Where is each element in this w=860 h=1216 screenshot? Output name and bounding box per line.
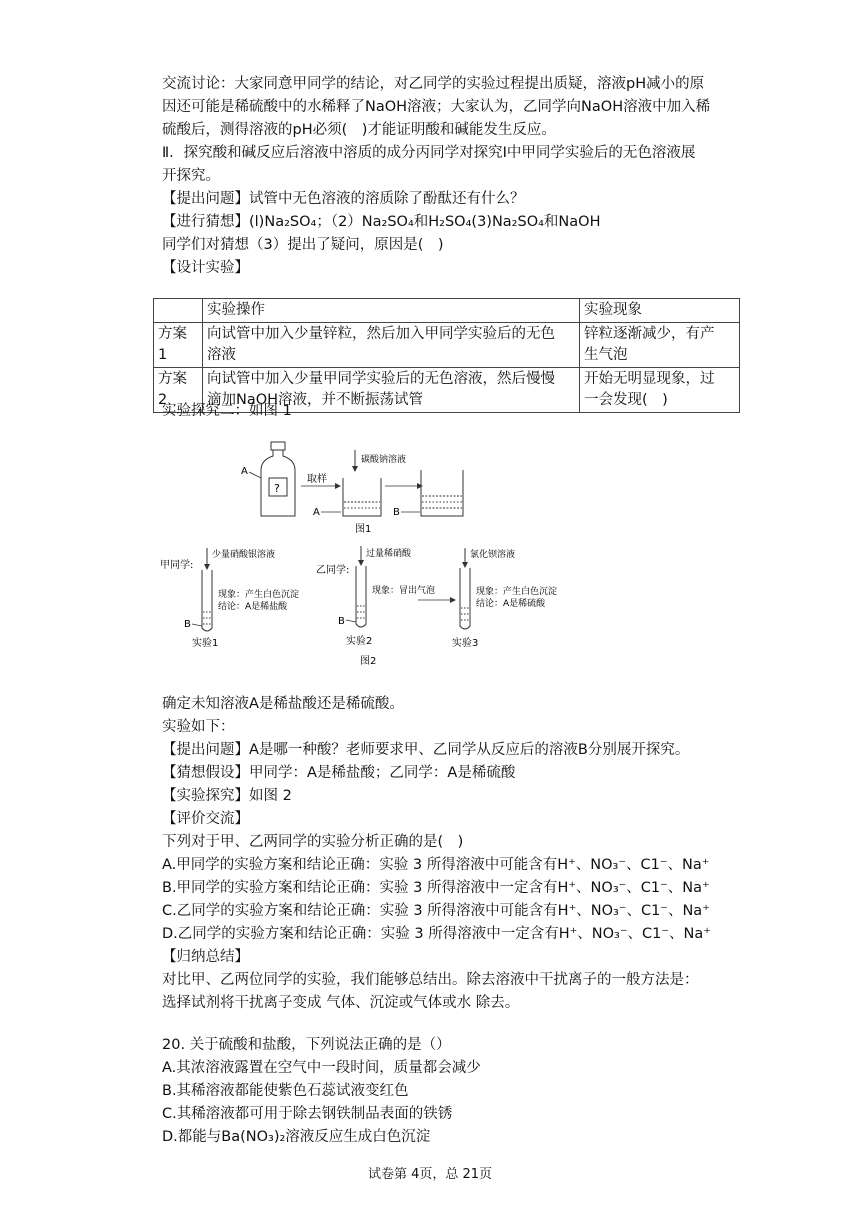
paragraph: 【评价交流】 — [162, 811, 249, 827]
paragraph: 开探究。 — [162, 168, 220, 184]
table-cell-phenomenon: 锌粒逐渐减少，有产 生气泡 — [580, 323, 740, 368]
figure-label: B — [338, 616, 345, 627]
figure-caption: 图1 — [355, 524, 372, 535]
paragraph: 下列对于甲、乙两同学的实验分析正确的是( ) — [162, 834, 464, 850]
figure-1 — [235, 440, 475, 540]
test-tube-icon — [356, 566, 366, 627]
option-a: A.其浓溶液露置在空气中一段时间，质量都会减少 — [162, 1060, 481, 1076]
paragraph: 【猜想假设】甲同学：A是稀盐酸；乙同学：A是稀硫酸 — [162, 765, 516, 781]
figure-label: 甲同学: — [160, 560, 194, 571]
figure-label: 现象：产生白色沉淀 — [476, 587, 558, 597]
figure-label: 结论：A是稀硫酸 — [476, 599, 546, 609]
paragraph: 选择试剂将干扰离子变成 气体、沉淀或气体或水 除去。 — [162, 995, 520, 1011]
option-d: D.都能与Ba(NO₃)₂溶液反应生成白色沉淀 — [162, 1129, 431, 1145]
figure-label: 取样 — [307, 474, 327, 485]
test-tube-icon — [202, 570, 212, 631]
paragraph: 确定未知溶液A是稀盐酸还是稀硫酸。 — [162, 696, 404, 712]
option-d: D.乙同学的实验方案和结论正确：实验 3 所得溶液中一定含有H⁺、NO₃⁻、C1⁻、Na⁺ — [162, 926, 711, 942]
paragraph: 【实验探究】如图 2 — [162, 788, 292, 804]
paragraph: 交流讨论：大家同意甲同学的结论，对乙同学的实验过程提出质疑，溶液pH减小的原 — [162, 76, 705, 92]
paragraph: 实验如下： — [162, 719, 235, 735]
table-header-row — [154, 299, 740, 323]
figure-label: 少量硝酸银溶液 — [212, 550, 276, 560]
paragraph: 实验探究二：如图 1 — [162, 403, 292, 419]
figure-label: B — [184, 619, 191, 630]
paragraph: 对比甲、乙两位同学的实验，我们能够总结出。除去溶液中干扰离子的一般方法是： — [162, 972, 699, 988]
figure-label: B — [393, 507, 400, 518]
figure-label: 氯化钡溶液 — [470, 550, 516, 560]
paragraph: 同学们对猜想（3）提出了疑问，原因是( ) — [162, 237, 444, 253]
question-20: 20. 关于硫酸和盐酸，下列说法正确的是（） — [162, 1037, 451, 1053]
paragraph: 【提出问题】A是哪一种酸？老师要求甲、乙同学从反应后的溶液B分别展开探究。 — [162, 742, 690, 758]
table-cell-plan: 方案 1 — [154, 323, 203, 368]
table-cell-plan: 方案 2 — [154, 368, 203, 413]
figure-label: A — [313, 507, 320, 518]
table-cell-operation: 向试管中加入少量锌粒，然后加入甲同学实验后的无色 溶液 — [203, 323, 580, 368]
beaker-icon — [421, 470, 463, 516]
table-cell-phenomenon: 开始无明显现象，过 一会发现( ) — [580, 368, 740, 413]
figure-label: 实验1 — [192, 638, 219, 649]
page-footer: 试卷第 4页，总 21页 — [367, 1167, 493, 1182]
paragraph: 硫酸后，测得溶液的pH必须( )才能证明酸和碱能发生反应。 — [162, 122, 556, 138]
hypothesis-line: 【进行猜想】(l)Na₂SO₄；（2）Na₂SO₄和H₂SO₄(3)Na₂SO₄和NaOH — [162, 214, 601, 230]
figure-label: 实验2 — [346, 636, 373, 647]
test-tube-icon — [460, 568, 470, 629]
section-heading: 【设计实验】 — [162, 260, 249, 276]
figure-caption: 图2 — [360, 656, 377, 667]
figure-label: 结论：A是稀盐酸 — [218, 602, 288, 612]
bottle-mark: ? — [274, 482, 280, 495]
option-b: B.其稀溶液都能使紫色石蕊试液变红色 — [162, 1083, 409, 1099]
figure-label: 现象：冒出气泡 — [372, 586, 436, 596]
figure-label: 现象：产生白色沉淀 — [218, 590, 300, 600]
table-cell-operation: 向试管中加入少量甲同学实验后的无色溶液，然后慢慢 滴加NaOH溶液，并不断振荡试管 — [203, 368, 580, 413]
figure-label: 实验3 — [452, 638, 479, 649]
table-header-cell: 实验操作 — [203, 299, 580, 323]
figure-label: A — [241, 466, 248, 477]
beaker-icon — [343, 478, 381, 516]
option-a: A.甲同学的实验方案和结论正确：实验 3 所得溶液中可能含有H⁺、NO₃⁻、C1⁻、Na⁺ — [162, 857, 710, 873]
reagent-bottle-icon — [261, 442, 295, 516]
paragraph: Ⅱ．探究酸和碱反应后溶液中溶质的成分丙同学对探究I中甲同学实验后的无色溶液展 — [162, 145, 696, 161]
table-row — [154, 323, 740, 368]
figure-label: 乙同学: — [316, 565, 350, 576]
paragraph: 【归纳总结】 — [162, 949, 249, 965]
experiment-table — [153, 298, 740, 413]
table-header-cell: 实验现象 — [580, 299, 740, 323]
option-c: C.乙同学的实验方案和结论正确：实验 3 所得溶液中可能含有H⁺、NO₃⁻、C1⁻、Na⁺ — [162, 903, 710, 919]
question-heading: 【提出问题】试管中无色溶液的溶质除了酚酞还有什么？ — [162, 191, 525, 207]
option-c: C.其稀溶液都可用于除去钢铁制品表面的铁锈 — [162, 1106, 453, 1122]
figure-label: 碳酸钠溶液 — [361, 455, 407, 465]
figure-2 — [160, 540, 580, 670]
figure-label: 过量稀硝酸 — [366, 549, 412, 559]
option-b: B.甲同学的实验方案和结论正确：实验 3 所得溶液中一定含有H⁺、NO₃⁻、C1⁻、Na⁺ — [162, 880, 710, 896]
paragraph: 因还可能是稀硫酸中的水稀释了NaOH溶液；大家认为，乙同学向NaOH溶液中加入稀 — [162, 99, 711, 115]
table-header-cell — [154, 299, 203, 323]
